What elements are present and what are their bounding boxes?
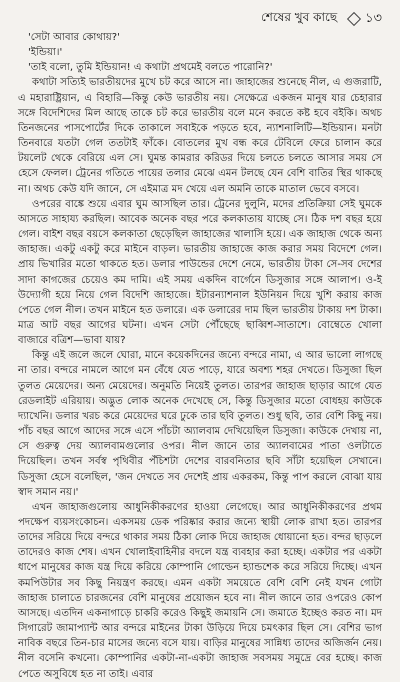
- paragraph: ওপরের বাঙ্কে শুয়ে এবার ঘুম আসছিল তার। ট্রেনের দুলুনি, মদের প্রতিক্রিয়া সেই ঘুমকে আসতে সাহায্য করছিল। আবেক অনেক বছর পরে কলকাতায় যাচ্ছে সে। ঠিক দশ বছর হয়ে গেল। বাইশ বছর বয়সে কলকাতা ছেড়েছিল জাহাজের খালাসি হয়ে। এক জাহাজ থেকে অন্য জাহাজ। একটু একটু করে মাইনে বাড়ল। ভারতীয় জাহাজে কাজ করার সময় বিদেশে গেল। প্রায় ভিখারির মতো থাকতে হত। ডলার পাউন্ডের দেশে নেমে, ভারতীয় টাকা সে-সব দেশের সাদা কাগজের চেয়েও কম দামি। এই সময় একদিন বার্গেনে ডিসুজার সঙ্গে আলাপ। ও-ই উদ্যোগী হয়ে নিয়ে গেল বিদেশি জাহাজে। ইটারন্যাশনাল ইউনিয়ন দিয়ে খুশি করায় কাজ পেতে গেল নীল। তখন মাইনে হত ডলারে। এক ডলারের দাম ছিল ভারতীয় টাকায় দশ টাকা। মাত্র আট বছর আগের ঘটনা। এখন সেটা পৌঁছেছে ছাব্বিশ-সাতাশে। বোম্বেতে খোলা বাজারে বত্রিশ—ভাবা যায়?: [18, 198, 382, 347]
- dialogue-line: 'তাই বলো, তুমি ইন্ডিয়ান! এ কথাটা প্রথমেই বলতে পারোনি?': [28, 62, 273, 74]
- dialogue-line: 'সেটা আবার কোথায়?': [28, 32, 120, 43]
- paragraph: কথাটা সত্যিই ভারতীয়দের মুখে চট করে আসে না। জাহাজের শুনেছে নীল, এ গুজরাটি, এ মহারাষ্ট্রিয়ান, এ বিহারি—কিন্তু কেউ ভারতীয় নয়। সেক্ষেত্রে একজন মানুষ যার চেহারার সঙ্গে বিদেশিদের মিল আছে তাকে চট করে ভারতীয় বলে মনে করতে কষ্ট হবে বইকি। অথচ তিনজনের পাসপোর্টের দিকে তাকালে সবাইকে পড়তে হবে, ন্যাশনালিটি—ইন্ডিয়ান। মনটা তিনবারে যতটা গেল ততটাই ফাঁকে। বোতলের মুখ বন্ধ করে টেবিলে ফেরে চালান করে টয়লেট থেকে বেরিয়ে এল সে। ঘুমন্ত কামরার করিডর দিয়ে চলতে চলতে আসার সময় সে হেসে ফেলল। ট্রেনের গতিতে পায়ের তলার মেঝে এমন টলছে যেন বেশি বাতির স্থির থাকছে না। অথচ কেউ যদি জানে, সে এইমাত্র মদ খেয়ে এল অমনি তাকে মাতাল ভেবে বসবে।: [18, 77, 382, 195]
- diamond-separator-icon: [347, 12, 361, 26]
- page-number: ১৩: [365, 10, 382, 26]
- dialogue-line: 'ইন্ডিয়া।': [28, 47, 63, 59]
- running-title: শেষের খুব কাছে: [260, 10, 338, 24]
- body-text: [18, 30, 382, 682]
- paragraph: কিন্তু এই জলে জলে ঘোরা, মানে কয়েকদিনের জন্যে বন্দরে নামা, এ আর ভালো লাগছে না তার। বন্দরে নামলে আগে মন বেঁধে যেত পাড়ে, যারে অবশ্য শহর দেখতে। ডিসুজা ছিল তুলত মেয়েদের। অন্য মেয়েদের। অনুমতি নিয়েই তুলত। তারপর জাহাজ ছাড়ার আগে যেত রেডলাইট এরিয়ায়। অদ্ভুত লোক অনেক দেখেছে সে, কিন্তু ডিসুজার মতো বোধহয় কাউকে দ্যাখেনি। ডলার খরচ করে মেয়েদের ঘরে ঢুকে তার ছবি তুলত। শুধু ছবি, তার বেশি কিছু নয়। পাঁচ বছর আগে আদের সঙ্গে এসে পাঁচটা অ্যালবাম দেখিয়েছিল ডিসুজা। কাউকে দেখায় না, সে গুরুত্ব দেয় অ্যালবামগুলোর ওপর। নীল জানে তার অ্যালবামের পাতা ওলটাতে দিয়েছিল। তখন সর্বস্ব পৃথিবীর পঁচিশটা দেশের বারবনিতার ছবি সাঁটা হয়েছিল সেখানে। ডিসুজা হেসে বলেছিল, 'জন দেখতে সব দেশেই প্রায় একরকম, কিন্তু পাপ করলে বোঝা যায় স্বাদ সমান নয়।': [18, 350, 382, 498]
- paragraph: এখন জাহাজগুলোয় আধুনিকীকরণের হাওয়া লেগেছে। আর আধুনিকীকরণের প্রথম পদক্ষেপ ব্যয়সংকোচন। একসময় ডেক পরিষ্কার করার জন্যে স্থায়ী লোক রাখা হত। তারপর তাদের সরিয়ে দিয়ে বন্দরে থাকার সময় ঠিকা লোক দিয়ে জাহাজ ধোয়ানো হত। বন্দর ছাড়লে তাদেরও কাজ শেষ। এখন খোলাইবাহিনীর বদলে যন্ত্র ব্যবহার করা হচ্ছে। একটার পর একটা ধাপে মানুষের কাজ যন্ত্র দিয়ে করিয়ে কোম্পানি গোল্ডেন হ্যান্ডশেক করে সরিয়ে দিচ্ছে। এখন কমপিউটার সব কিছু নিয়ন্ত্রণ করছে। এমন একটা সময়েতে বেশি বেশি নেই যখন গোটা জাহাজ চালাতে চারজনের বেশি মানুষের প্রয়োজন হবে না। নীল জানে তার ওপরেও কোপ আসছে। এতদিন একনাগাড়ে চাকরি করেও কিছুই জমায়নি সে। জমাতে ইচ্ছেও করত না। মদ সিগারেট জামাপ্যান্ট আর বন্দরে মাইনের টাকা উড়িয়ে দিয়ে চমৎকার ছিল সে। বেশির ভাগ নাবিক বছরে তিন-চার মাসের জন্যে বসে যায়। বাড়ির মানুষের সান্নিধ্য তাদের অজির্জন নেয়। নীল বসেনি কখনো। কোম্পানির একটা-না-একটা জাহাজ সবসময় সমুদ্রে বের হচ্ছে। কাজ পেতে অসুবিধে হত না তাই। এবার: [18, 501, 382, 680]
- page-header: [18, 8, 382, 30]
